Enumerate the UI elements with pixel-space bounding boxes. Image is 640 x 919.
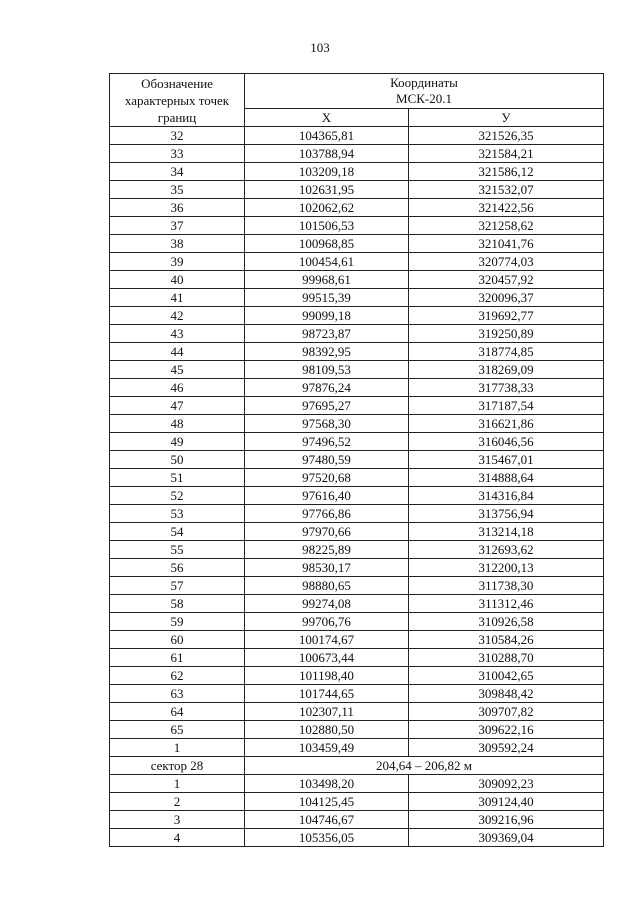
table-row (110, 181, 604, 199)
x-coordinate-cell: 102062,62 (245, 199, 409, 217)
x-coordinate-cell: 97876,24 (245, 379, 409, 397)
x-coordinate-cell: 103498,20 (245, 775, 409, 793)
table-row (110, 325, 604, 343)
x-coordinate-cell: 105356,05 (245, 829, 409, 847)
sector-row (110, 757, 604, 775)
point-id-cell: 62 (110, 667, 245, 685)
table-row (110, 127, 604, 145)
table-row (110, 721, 604, 739)
x-coordinate-cell: 101198,40 (245, 667, 409, 685)
y-coordinate-cell: 315467,01 (409, 451, 604, 469)
y-coordinate-cell: 309622,16 (409, 721, 604, 739)
x-coordinate-cell: 102880,50 (245, 721, 409, 739)
x-coordinate-cell: 101744,65 (245, 685, 409, 703)
y-coordinate-cell: 321584,21 (409, 145, 604, 163)
point-id-cell: 58 (110, 595, 245, 613)
x-coordinate-cell: 100673,44 (245, 649, 409, 667)
point-id-cell: 51 (110, 469, 245, 487)
table-row (110, 397, 604, 415)
table-row (110, 145, 604, 163)
y-coordinate-cell: 318774,85 (409, 343, 604, 361)
x-coordinate-cell: 97695,27 (245, 397, 409, 415)
x-coordinate-cell: 100174,67 (245, 631, 409, 649)
y-coordinate-cell: 311312,46 (409, 595, 604, 613)
page-number: 103 (310, 40, 330, 55)
y-coordinate-cell: 321041,76 (409, 235, 604, 253)
y-coordinate-cell: 319692,77 (409, 307, 604, 325)
x-coordinate-cell: 99968,61 (245, 271, 409, 289)
point-id-cell: 1 (110, 775, 245, 793)
y-coordinate-cell: 309707,82 (409, 703, 604, 721)
x-coordinate-cell: 104746,67 (245, 811, 409, 829)
x-coordinate-cell: 102631,95 (245, 181, 409, 199)
table-row (110, 811, 604, 829)
y-coordinate-cell: 314888,64 (409, 469, 604, 487)
point-id-cell: 46 (110, 379, 245, 397)
y-coordinate-cell: 317738,33 (409, 379, 604, 397)
point-id-cell: 35 (110, 181, 245, 199)
x-coordinate-cell: 98530,17 (245, 559, 409, 577)
point-id-cell: 49 (110, 433, 245, 451)
table-row (110, 361, 604, 379)
x-coordinate-cell: 99515,39 (245, 289, 409, 307)
table-row (110, 703, 604, 721)
x-coordinate-cell: 103209,18 (245, 163, 409, 181)
table-row (110, 163, 604, 181)
table-row (110, 289, 604, 307)
point-id-cell: 48 (110, 415, 245, 433)
y-coordinate-cell: 312200,13 (409, 559, 604, 577)
x-coordinate-cell: 103459,49 (245, 739, 409, 757)
x-coordinate-cell: 98723,87 (245, 325, 409, 343)
table-row (110, 469, 604, 487)
coordinates-table (109, 73, 604, 847)
table-row (110, 253, 604, 271)
table-row (110, 559, 604, 577)
point-id-cell: 60 (110, 631, 245, 649)
table-row (110, 577, 604, 595)
header-point-designation-line-1: Обозначение (141, 75, 213, 91)
point-id-cell: 3 (110, 811, 245, 829)
y-coordinate-cell: 316046,56 (409, 433, 604, 451)
x-coordinate-cell: 104125,45 (245, 793, 409, 811)
x-coordinate-cell: 97520,68 (245, 469, 409, 487)
x-coordinate-cell: 99099,18 (245, 307, 409, 325)
point-id-cell: 57 (110, 577, 245, 595)
point-id-cell: 41 (110, 289, 245, 307)
point-id-cell: 38 (110, 235, 245, 253)
point-id-cell: 64 (110, 703, 245, 721)
point-id-cell: 1 (110, 739, 245, 757)
point-id-cell: 65 (110, 721, 245, 739)
y-coordinate-cell: 310042,65 (409, 667, 604, 685)
point-id-cell: 4 (110, 829, 245, 847)
sector-range: 204,64 – 206,82 м (245, 757, 604, 775)
table-row (110, 199, 604, 217)
y-coordinate-cell: 321526,35 (409, 127, 604, 145)
y-coordinate-cell: 312693,62 (409, 541, 604, 559)
y-coordinate-cell: 310584,26 (409, 631, 604, 649)
point-id-cell: 54 (110, 523, 245, 541)
table-row (110, 433, 604, 451)
y-coordinate-cell: 319250,89 (409, 325, 604, 343)
y-coordinate-cell: 309092,23 (409, 775, 604, 793)
table-body (110, 127, 604, 847)
table-row (110, 793, 604, 811)
point-id-cell: 40 (110, 271, 245, 289)
table-row (110, 379, 604, 397)
y-coordinate-cell: 320096,37 (409, 289, 604, 307)
table-row (110, 829, 604, 847)
y-coordinate-cell: 313756,94 (409, 505, 604, 523)
table-row (110, 775, 604, 793)
point-id-cell: 37 (110, 217, 245, 235)
table-row (110, 631, 604, 649)
header-point-designation (110, 74, 245, 127)
table-row (110, 451, 604, 469)
point-id-cell: 56 (110, 559, 245, 577)
point-id-cell: 63 (110, 685, 245, 703)
table-row (110, 595, 604, 613)
y-coordinate-cell: 309592,24 (409, 739, 604, 757)
x-coordinate-cell: 97480,59 (245, 451, 409, 469)
x-coordinate-cell: 98392,95 (245, 343, 409, 361)
y-coordinate-cell: 317187,54 (409, 397, 604, 415)
point-id-cell: 55 (110, 541, 245, 559)
x-coordinate-cell: 103788,94 (245, 145, 409, 163)
y-coordinate-cell: 321258,62 (409, 217, 604, 235)
point-id-cell: 36 (110, 199, 245, 217)
header-coordinate-system: МСК-20.1 (396, 91, 452, 106)
point-id-cell: 43 (110, 325, 245, 343)
table-row (110, 487, 604, 505)
x-coordinate-cell: 99706,76 (245, 613, 409, 631)
x-coordinate-cell: 98109,53 (245, 361, 409, 379)
table-row (110, 415, 604, 433)
point-id-cell: 42 (110, 307, 245, 325)
point-id-cell: 32 (110, 127, 245, 145)
point-id-cell: 33 (110, 145, 245, 163)
y-coordinate-cell: 314316,84 (409, 487, 604, 505)
x-coordinate-cell: 98225,89 (245, 541, 409, 559)
point-id-cell: 52 (110, 487, 245, 505)
y-coordinate-cell: 321422,56 (409, 199, 604, 217)
header-point-designation-line-3: границ (157, 109, 197, 125)
table-row (110, 271, 604, 289)
y-coordinate-cell: 316621,86 (409, 415, 604, 433)
y-coordinate-cell: 309216,96 (409, 811, 604, 829)
point-id-cell: 59 (110, 613, 245, 631)
x-coordinate-cell: 98880,65 (245, 577, 409, 595)
x-coordinate-cell: 100454,61 (245, 253, 409, 271)
point-id-cell: 45 (110, 361, 245, 379)
x-coordinate-cell: 102307,11 (245, 703, 409, 721)
point-id-cell: 53 (110, 505, 245, 523)
header-y: У (409, 109, 604, 127)
table-row (110, 523, 604, 541)
y-coordinate-cell: 321532,07 (409, 181, 604, 199)
x-coordinate-cell: 99274,08 (245, 595, 409, 613)
y-coordinate-cell: 320457,92 (409, 271, 604, 289)
table-row (110, 739, 604, 757)
table-row (110, 667, 604, 685)
y-coordinate-cell: 309124,40 (409, 793, 604, 811)
y-coordinate-cell: 310926,58 (409, 613, 604, 631)
y-coordinate-cell: 310288,70 (409, 649, 604, 667)
point-id-cell: 2 (110, 793, 245, 811)
x-coordinate-cell: 97496,52 (245, 433, 409, 451)
header-x: X (245, 109, 409, 127)
header-point-designation-line-2: характерных точек (124, 92, 230, 108)
table-row (110, 505, 604, 523)
x-coordinate-cell: 97970,66 (245, 523, 409, 541)
y-coordinate-cell: 311738,30 (409, 577, 604, 595)
y-coordinate-cell: 320774,03 (409, 253, 604, 271)
point-id-cell: 44 (110, 343, 245, 361)
table-row (110, 343, 604, 361)
table-row (110, 235, 604, 253)
y-coordinate-cell: 318269,09 (409, 361, 604, 379)
table-row (110, 613, 604, 631)
sector-label: сектор 28 (110, 757, 245, 775)
table-row (110, 685, 604, 703)
point-id-cell: 47 (110, 397, 245, 415)
point-id-cell: 50 (110, 451, 245, 469)
header-coordinates (245, 74, 604, 109)
table-header-row (110, 74, 604, 109)
y-coordinate-cell: 309369,04 (409, 829, 604, 847)
table-row (110, 649, 604, 667)
y-coordinate-cell: 321586,12 (409, 163, 604, 181)
point-id-cell: 39 (110, 253, 245, 271)
table-row (110, 541, 604, 559)
table-row (110, 217, 604, 235)
y-coordinate-cell: 313214,18 (409, 523, 604, 541)
x-coordinate-cell: 104365,81 (245, 127, 409, 145)
x-coordinate-cell: 97568,30 (245, 415, 409, 433)
x-coordinate-cell: 100968,85 (245, 235, 409, 253)
x-coordinate-cell: 97766,86 (245, 505, 409, 523)
point-id-cell: 61 (110, 649, 245, 667)
point-id-cell: 34 (110, 163, 245, 181)
x-coordinate-cell: 97616,40 (245, 487, 409, 505)
table-row (110, 307, 604, 325)
x-coordinate-cell: 101506,53 (245, 217, 409, 235)
y-coordinate-cell: 309848,42 (409, 685, 604, 703)
header-coordinates-title: Координаты (390, 75, 458, 90)
